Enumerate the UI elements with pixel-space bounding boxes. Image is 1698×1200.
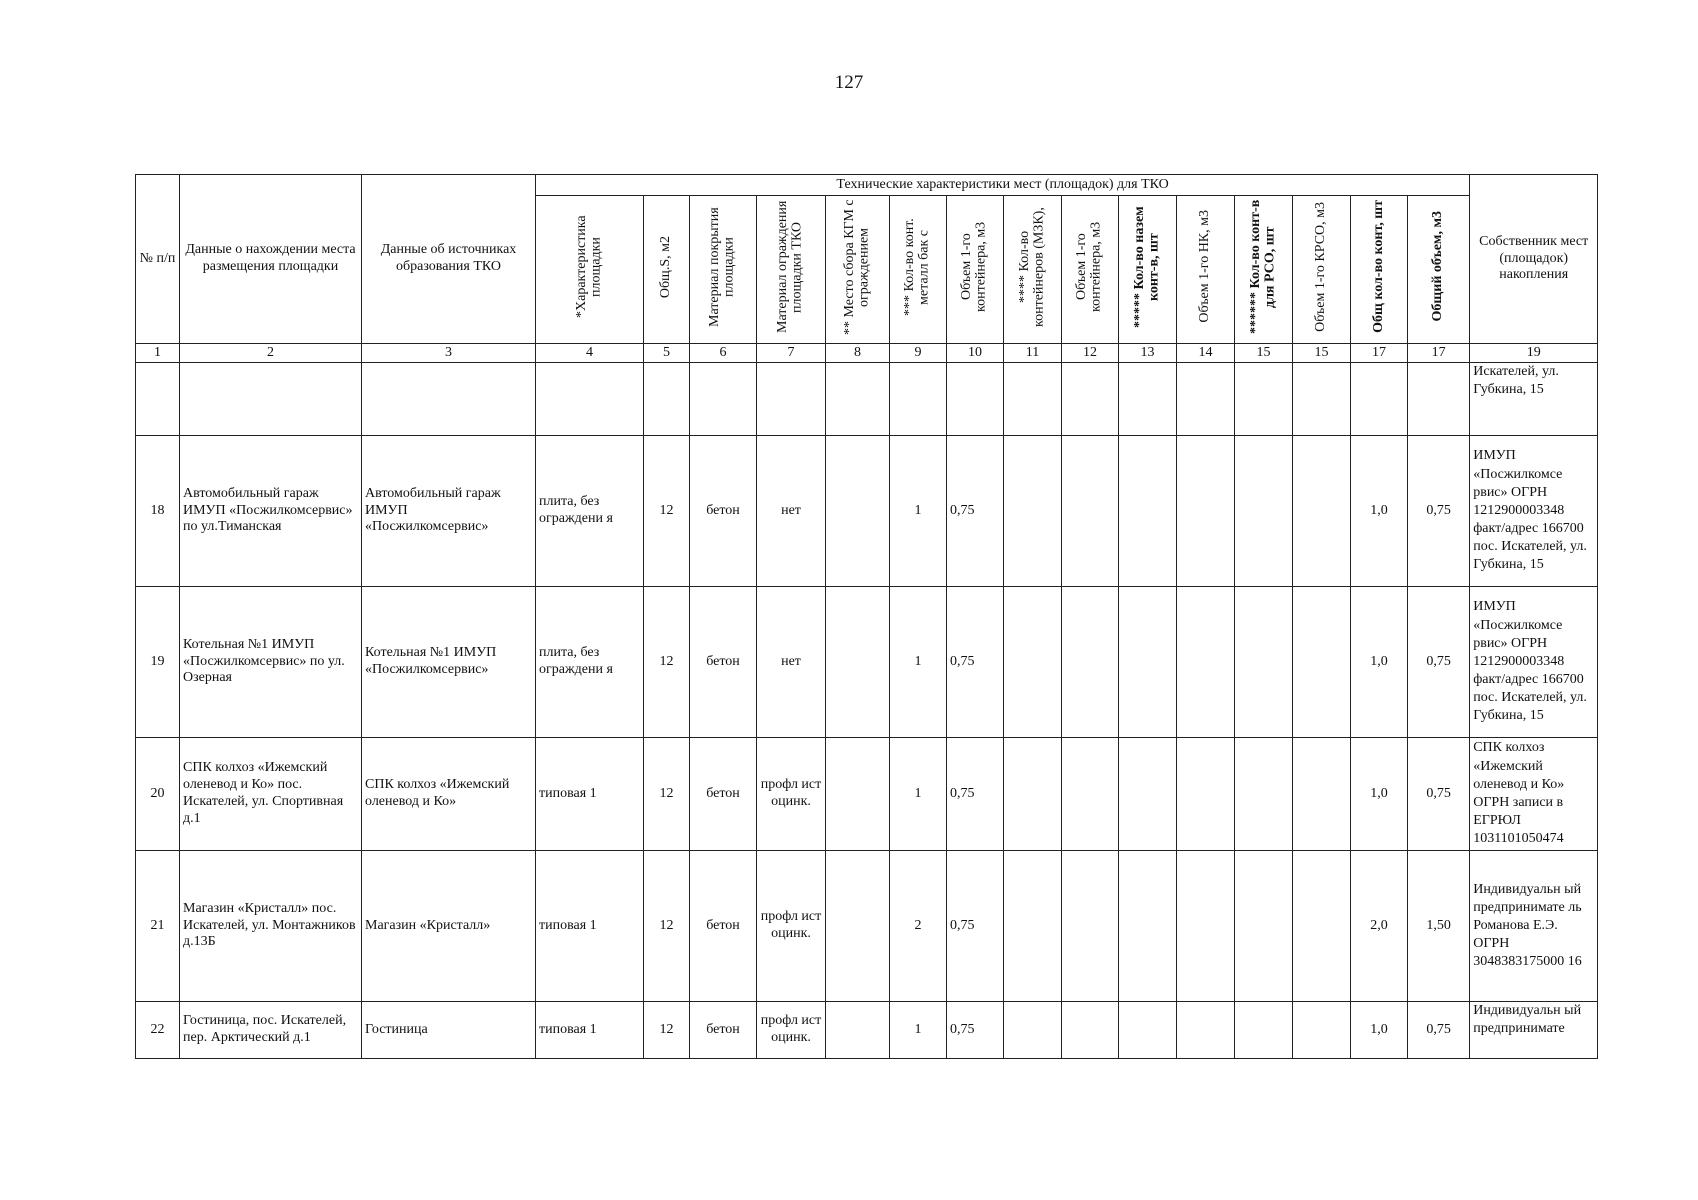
rso-count-cell xyxy=(1235,587,1293,738)
table-row xyxy=(136,851,1598,1002)
mzk-vol-cell xyxy=(1062,1002,1119,1059)
header-tech-label: Общий объем, м3 xyxy=(1430,211,1446,322)
metal-count-cell: 1 xyxy=(890,436,947,587)
metal-count-cell: 1 xyxy=(890,1002,947,1059)
col-number: 15 xyxy=(1235,344,1293,363)
column-number-row xyxy=(136,344,1598,363)
mzk-vol-cell xyxy=(1062,436,1119,587)
mzk-count-cell xyxy=(1004,851,1062,1002)
page-number: 127 xyxy=(834,72,864,93)
kgm-cell xyxy=(826,436,890,587)
metal-vol-cell: 0,75 xyxy=(947,587,1004,738)
rso-count-cell xyxy=(1235,436,1293,587)
total-vol-cell: 0,75 xyxy=(1408,738,1470,851)
col-number: 10 xyxy=(947,344,1004,363)
cover-cell: бетон xyxy=(690,587,757,738)
header-tech-cover xyxy=(690,196,757,344)
header-tech-label: ****** Кол-во конт-в для РСО, шт xyxy=(1247,199,1278,334)
col-number: 5 xyxy=(644,344,690,363)
header-tech-label: ** Место сбора КГМ с ограждением xyxy=(841,198,872,335)
cover-cell: бетон xyxy=(690,851,757,1002)
header-tech-fence xyxy=(757,196,826,344)
header-tech-total-vol xyxy=(1408,196,1470,344)
header-tech-label: Материал покрытия площадки xyxy=(707,206,737,327)
table-row xyxy=(136,1002,1598,1059)
owner-cell: ИМУП «Посжилкомсе рвис» ОГРН 1212900003348 факт/адрес 166700 пос. Искателей, ул. Губкина, 15 xyxy=(1470,587,1598,738)
rso-vol-cell xyxy=(1293,738,1351,851)
type-cell: типовая 1 xyxy=(536,1002,644,1059)
mzk-vol-cell xyxy=(1062,738,1119,851)
nk-count-cell xyxy=(1119,851,1177,1002)
header-tech-rso-vol xyxy=(1293,196,1351,344)
total-vol-cell: 0,75 xyxy=(1408,587,1470,738)
nk-count-cell xyxy=(1119,1002,1177,1059)
header-tech-label: Общ.S, м2 xyxy=(658,235,674,298)
nk-count-cell xyxy=(1119,436,1177,587)
header-tech-label: *** Кол-во конт. металл бак с xyxy=(902,217,932,316)
area-cell: 12 xyxy=(644,851,690,1002)
header-tech-type xyxy=(536,196,644,344)
kgm-cell xyxy=(826,738,890,851)
col-number: 6 xyxy=(690,344,757,363)
location-cell: СПК колхоз «Ижемский оленевод и Ко» пос. Искателей, ул. Спортивная д.1 xyxy=(180,738,362,851)
owner-cell: СПК колхоз «Ижемский оленевод и Ко» ОГРН записи в ЕГРЮЛ 1031101050474 xyxy=(1470,738,1598,851)
tko-register-table xyxy=(135,174,1598,1059)
sources-cell: Гостиница xyxy=(362,1002,536,1059)
header-tech-label: ***** Кол-во назем конт-в, шт xyxy=(1131,205,1162,328)
nk-vol-cell xyxy=(1177,738,1235,851)
type-cell: типовая 1 xyxy=(536,851,644,1002)
location-cell: Гостиница, пос. Искателей, пер. Арктический д.1 xyxy=(180,1002,362,1059)
header-tech-group: Технические характеристики мест (площадок) для ТКО xyxy=(536,175,1470,196)
rso-vol-cell xyxy=(1293,587,1351,738)
type-cell: типовая 1 xyxy=(536,738,644,851)
table-row xyxy=(136,738,1598,851)
header-tech-nk-vol xyxy=(1177,196,1235,344)
col-number: 15 xyxy=(1293,344,1351,363)
header-tech-mzk-count xyxy=(1004,196,1062,344)
table-row xyxy=(136,436,1598,587)
nk-vol-cell xyxy=(1177,851,1235,1002)
cover-cell: бетон xyxy=(690,1002,757,1059)
type-cell: плита, без ограждени я xyxy=(536,587,644,738)
col-number: 7 xyxy=(757,344,826,363)
fence-cell: профл ист оцинк. xyxy=(757,738,826,851)
rso-vol-cell xyxy=(1293,1002,1351,1059)
header-tech-label: Материал ограждения площадки ТКО xyxy=(775,200,805,333)
sources-cell: Котельная №1 ИМУП «Посжилкомсервис» xyxy=(362,587,536,738)
mzk-count-cell xyxy=(1004,1002,1062,1059)
nk-vol-cell xyxy=(1177,436,1235,587)
area-cell: 12 xyxy=(644,1002,690,1059)
total-count-cell: 1,0 xyxy=(1351,1002,1408,1059)
row-number: 18 xyxy=(136,436,180,587)
nk-vol-cell xyxy=(1177,587,1235,738)
header-tech-label: Объем 1-го контейнера, м3 xyxy=(959,221,989,312)
col-number: 9 xyxy=(890,344,947,363)
cover-cell: бетон xyxy=(690,436,757,587)
fence-cell: нет xyxy=(757,436,826,587)
col-number: 14 xyxy=(1177,344,1235,363)
header-no: № п/п xyxy=(136,175,180,344)
total-vol-cell: 0,75 xyxy=(1408,436,1470,587)
row-number: 22 xyxy=(136,1002,180,1059)
col-number: 1 xyxy=(136,344,180,363)
total-count-cell: 2,0 xyxy=(1351,851,1408,1002)
total-count-cell: 1,0 xyxy=(1351,738,1408,851)
header-sources: Данные об источниках образования ТКО xyxy=(362,175,536,344)
total-vol-cell: 1,50 xyxy=(1408,851,1470,1002)
header-tech-label: Общ кол-во конт, шт xyxy=(1370,200,1386,334)
metal-count-cell: 2 xyxy=(890,851,947,1002)
sources-cell: Автомобильный гараж ИМУП «Посжилкомсервис» xyxy=(362,436,536,587)
row-number: 19 xyxy=(136,587,180,738)
metal-count-cell: 1 xyxy=(890,738,947,851)
rso-vol-cell xyxy=(1293,436,1351,587)
sources-cell: СПК колхоз «Ижемский оленевод и Ко» xyxy=(362,738,536,851)
header-tech-mzk-vol xyxy=(1062,196,1119,344)
mzk-count-cell xyxy=(1004,738,1062,851)
header-tech-rso-count xyxy=(1235,196,1293,344)
header-tech-label: **** Кол-во контейнеров (МЗК), xyxy=(1016,206,1047,327)
area-cell: 12 xyxy=(644,436,690,587)
nk-vol-cell xyxy=(1177,1002,1235,1059)
total-count-cell: 1,0 xyxy=(1351,436,1408,587)
col-number: 2 xyxy=(180,344,362,363)
mzk-vol-cell xyxy=(1062,851,1119,1002)
header-row-group xyxy=(136,175,1598,196)
header-tech-label: *Характеристика площадки xyxy=(573,215,604,318)
rso-count-cell xyxy=(1235,851,1293,1002)
header-tech-total-count xyxy=(1351,196,1408,344)
metal-vol-cell: 0,75 xyxy=(947,851,1004,1002)
total-count-cell: 1,0 xyxy=(1351,587,1408,738)
table-row-continuation xyxy=(136,363,1598,436)
metal-vol-cell: 0,75 xyxy=(947,436,1004,587)
mzk-count-cell xyxy=(1004,587,1062,738)
metal-vol-cell: 0,75 xyxy=(947,1002,1004,1059)
location-cell: Магазин «Кристалл» пос. Искателей, ул. Монтажников д.13Б xyxy=(180,851,362,1002)
col-number: 8 xyxy=(826,344,890,363)
owner-cell: Искателей, ул. Губкина, 15 xyxy=(1470,363,1598,436)
col-number: 17 xyxy=(1351,344,1408,363)
rso-count-cell xyxy=(1235,1002,1293,1059)
area-cell: 12 xyxy=(644,738,690,851)
fence-cell: профл ист оцинк. xyxy=(757,851,826,1002)
nk-count-cell xyxy=(1119,738,1177,851)
type-cell: плита, без ограждени я xyxy=(536,436,644,587)
row-number: 20 xyxy=(136,738,180,851)
col-number: 3 xyxy=(362,344,536,363)
header-tech-label: Объем 1-го НК, м3 xyxy=(1197,210,1213,323)
location-cell: Автомобильный гараж ИМУП «Посжилкомсервис» по ул.Тиманская xyxy=(180,436,362,587)
kgm-cell xyxy=(826,1002,890,1059)
kgm-cell xyxy=(826,587,890,738)
header-tech-metal-count xyxy=(890,196,947,344)
col-number: 19 xyxy=(1470,344,1598,363)
fence-cell: профл ист оцинк. xyxy=(757,1002,826,1059)
col-number: 17 xyxy=(1408,344,1470,363)
metal-vol-cell: 0,75 xyxy=(947,738,1004,851)
rso-vol-cell xyxy=(1293,851,1351,1002)
table-row xyxy=(136,587,1598,738)
col-number: 11 xyxy=(1004,344,1062,363)
nk-count-cell xyxy=(1119,587,1177,738)
header-tech-area xyxy=(644,196,690,344)
sources-cell: Магазин «Кристалл» xyxy=(362,851,536,1002)
total-vol-cell: 0,75 xyxy=(1408,1002,1470,1059)
row-number: 21 xyxy=(136,851,180,1002)
location-cell: Котельная №1 ИМУП «Посжилкомсервис» по ул. Озерная xyxy=(180,587,362,738)
owner-cell: Индивидуальн ый предпринимате ль Романова Е.Э. ОГРН 3048383175000 16 xyxy=(1470,851,1598,1002)
area-cell: 12 xyxy=(644,587,690,738)
metal-count-cell: 1 xyxy=(890,587,947,738)
owner-cell: Индивидуальн ый предпринимате xyxy=(1470,1002,1598,1059)
mzk-count-cell xyxy=(1004,436,1062,587)
col-number: 4 xyxy=(536,344,644,363)
mzk-vol-cell xyxy=(1062,587,1119,738)
header-tech-kgm xyxy=(826,196,890,344)
rso-count-cell xyxy=(1235,738,1293,851)
kgm-cell xyxy=(826,851,890,1002)
header-tech-label: Объем 1-го КРСО, м3 xyxy=(1313,201,1329,332)
col-number: 12 xyxy=(1062,344,1119,363)
owner-cell: ИМУП «Посжилкомсе рвис» ОГРН 1212900003348 факт/адрес 166700 пос. Искателей, ул. Губкина, 15 xyxy=(1470,436,1598,587)
fence-cell: нет xyxy=(757,587,826,738)
col-number: 13 xyxy=(1119,344,1177,363)
header-tech-metal-vol xyxy=(947,196,1004,344)
cover-cell: бетон xyxy=(690,738,757,851)
header-location: Данные о нахождении места размещения площадки xyxy=(180,175,362,344)
header-tech-label: Объем 1-го контейнера, м3 xyxy=(1074,221,1104,312)
header-tech-nk-count xyxy=(1119,196,1177,344)
header-owner: Собственник мест (площадок) накопления xyxy=(1470,175,1598,344)
